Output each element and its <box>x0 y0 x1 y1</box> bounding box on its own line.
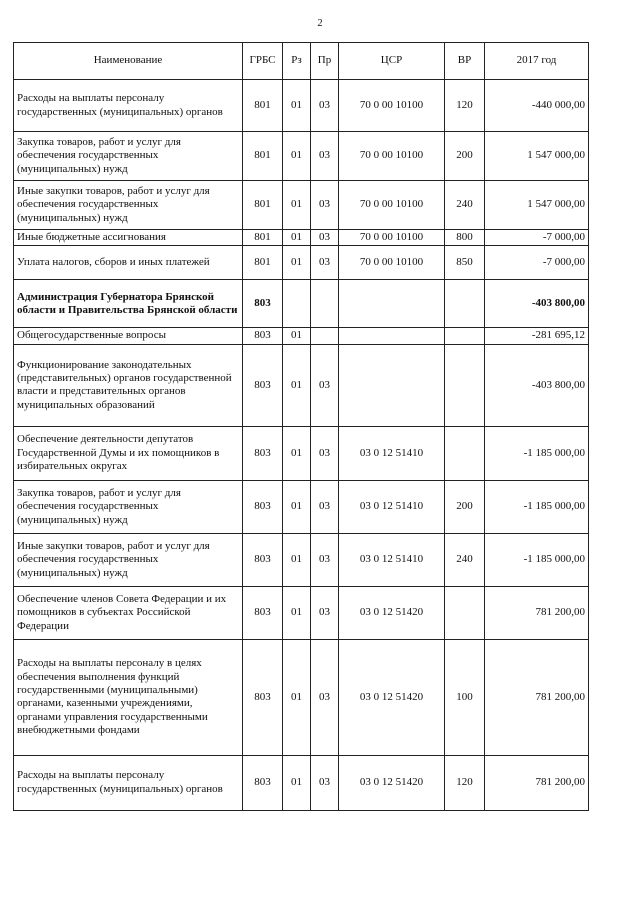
budget-table <box>13 42 589 811</box>
cell-vr: 200 <box>445 480 485 533</box>
cell-grbs: 803 <box>243 328 283 344</box>
cell-grbs: 803 <box>243 426 283 480</box>
cell-grbs: 801 <box>243 80 283 132</box>
cell-amount: -440 000,00 <box>485 80 589 132</box>
cell-vr: 100 <box>445 639 485 755</box>
cell-vr: 120 <box>445 80 485 132</box>
cell-csr: 03 0 12 51420 <box>339 755 445 810</box>
cell-amount: -281 695,12 <box>485 328 589 344</box>
cell-grbs: 803 <box>243 755 283 810</box>
cell-vr: 120 <box>445 755 485 810</box>
cell-pr: 03 <box>311 533 339 586</box>
cell-pr: 03 <box>311 344 339 426</box>
cell-name: Иные закупки товаров, работ и услуг для обеспечения государственных (муниципальных) нужд <box>14 181 243 230</box>
table-row <box>14 586 589 639</box>
cell-rz: 01 <box>283 132 311 181</box>
cell-amount: 1 547 000,00 <box>485 132 589 181</box>
cell-name: Уплата налогов, сборов и иных платежей <box>14 246 243 280</box>
table-row <box>14 132 589 181</box>
table-row <box>14 426 589 480</box>
table-row <box>14 480 589 533</box>
cell-name: Расходы на выплаты персоналу государственных (муниципальных) органов <box>14 80 243 132</box>
cell-vr: 200 <box>445 132 485 181</box>
cell-vr: 240 <box>445 533 485 586</box>
cell-csr: 03 0 12 51420 <box>339 639 445 755</box>
table-row <box>14 181 589 230</box>
cell-grbs: 803 <box>243 639 283 755</box>
cell-rz <box>283 280 311 328</box>
cell-pr: 03 <box>311 132 339 181</box>
cell-csr: 03 0 12 51410 <box>339 533 445 586</box>
cell-pr: 03 <box>311 586 339 639</box>
cell-csr: 03 0 12 51420 <box>339 586 445 639</box>
page-number: 2 <box>317 18 323 29</box>
cell-pr: 03 <box>311 639 339 755</box>
cell-rz: 01 <box>283 533 311 586</box>
cell-name: Иные закупки товаров, работ и услуг для обеспечения государственных (муниципальных) нужд <box>14 533 243 586</box>
table-row <box>14 328 589 344</box>
table-row <box>14 533 589 586</box>
cell-grbs: 803 <box>243 586 283 639</box>
cell-amount: -1 185 000,00 <box>485 426 589 480</box>
cell-pr: 03 <box>311 246 339 280</box>
cell-name: Расходы на выплаты персоналу в целях обеспечения выполнения функций государственными (муниципальными) органами, казенными учреждениями, органами управления государственными внебюджетными фондами <box>14 639 243 755</box>
cell-vr <box>445 586 485 639</box>
table-row <box>14 230 589 246</box>
cell-amount: -403 800,00 <box>485 280 589 328</box>
table-row <box>14 246 589 280</box>
cell-pr: 03 <box>311 230 339 246</box>
cell-rz: 01 <box>283 755 311 810</box>
cell-amount: 781 200,00 <box>485 639 589 755</box>
cell-pr: 03 <box>311 80 339 132</box>
cell-grbs: 803 <box>243 344 283 426</box>
table-row <box>14 344 589 426</box>
cell-grbs: 803 <box>243 480 283 533</box>
cell-name: Общегосударственные вопросы <box>14 328 243 344</box>
cell-csr: 03 0 12 51410 <box>339 480 445 533</box>
cell-rz: 01 <box>283 344 311 426</box>
cell-rz: 01 <box>283 480 311 533</box>
header-rz: Рз <box>283 43 311 80</box>
cell-csr <box>339 344 445 426</box>
cell-pr: 03 <box>311 426 339 480</box>
cell-amount: -7 000,00 <box>485 230 589 246</box>
header-year: 2017 год <box>485 43 589 80</box>
cell-csr: 70 0 00 10100 <box>339 230 445 246</box>
cell-pr: 03 <box>311 755 339 810</box>
cell-name: Иные бюджетные ассигнования <box>14 230 243 246</box>
cell-csr: 03 0 12 51410 <box>339 426 445 480</box>
cell-rz: 01 <box>283 639 311 755</box>
cell-amount: 781 200,00 <box>485 586 589 639</box>
table-row <box>14 639 589 755</box>
table-row <box>14 280 589 328</box>
cell-grbs: 801 <box>243 181 283 230</box>
cell-vr <box>445 344 485 426</box>
cell-vr: 240 <box>445 181 485 230</box>
cell-grbs: 803 <box>243 533 283 586</box>
cell-csr <box>339 280 445 328</box>
cell-vr <box>445 328 485 344</box>
cell-csr: 70 0 00 10100 <box>339 132 445 181</box>
cell-rz: 01 <box>283 328 311 344</box>
cell-grbs: 801 <box>243 132 283 181</box>
table-row <box>14 80 589 132</box>
cell-vr <box>445 280 485 328</box>
cell-name: Расходы на выплаты персоналу государственных (муниципальных) органов <box>14 755 243 810</box>
cell-name: Закупка товаров, работ и услуг для обеспечения государственных (муниципальных) нужд <box>14 132 243 181</box>
header-csr: ЦСР <box>339 43 445 80</box>
cell-vr: 850 <box>445 246 485 280</box>
cell-csr: 70 0 00 10100 <box>339 246 445 280</box>
cell-grbs: 801 <box>243 246 283 280</box>
header-row <box>14 43 589 80</box>
cell-rz: 01 <box>283 586 311 639</box>
cell-vr <box>445 426 485 480</box>
header-grbs: ГРБС <box>243 43 283 80</box>
cell-name: Функционирование законодательных (представительных) органов государственной власти и представительных органов муниципальных образований <box>14 344 243 426</box>
cell-amount: -7 000,00 <box>485 246 589 280</box>
header-pr: Пр <box>311 43 339 80</box>
cell-amount: 781 200,00 <box>485 755 589 810</box>
cell-name: Обеспечение деятельности депутатов Государственной Думы и их помощников в избирательных округах <box>14 426 243 480</box>
cell-name: Обеспечение членов Совета Федерации и их помощников в субъектах Российской Федерации <box>14 586 243 639</box>
cell-pr <box>311 280 339 328</box>
cell-pr: 03 <box>311 480 339 533</box>
cell-csr <box>339 328 445 344</box>
cell-amount: -403 800,00 <box>485 344 589 426</box>
cell-pr <box>311 328 339 344</box>
cell-name: Закупка товаров, работ и услуг для обеспечения государственных (муниципальных) нужд <box>14 480 243 533</box>
cell-vr: 800 <box>445 230 485 246</box>
cell-rz: 01 <box>283 246 311 280</box>
cell-amount: -1 185 000,00 <box>485 480 589 533</box>
cell-name: Администрация Губернатора Брянской области и Правительства Брянской области <box>14 280 243 328</box>
cell-rz: 01 <box>283 80 311 132</box>
cell-csr: 70 0 00 10100 <box>339 181 445 230</box>
cell-rz: 01 <box>283 181 311 230</box>
cell-rz: 01 <box>283 230 311 246</box>
header-vr: ВР <box>445 43 485 80</box>
cell-grbs: 803 <box>243 280 283 328</box>
cell-amount: 1 547 000,00 <box>485 181 589 230</box>
table-row <box>14 755 589 810</box>
cell-grbs: 801 <box>243 230 283 246</box>
cell-rz: 01 <box>283 426 311 480</box>
cell-pr: 03 <box>311 181 339 230</box>
header-name: Наименование <box>14 43 243 80</box>
cell-amount: -1 185 000,00 <box>485 533 589 586</box>
cell-csr: 70 0 00 10100 <box>339 80 445 132</box>
